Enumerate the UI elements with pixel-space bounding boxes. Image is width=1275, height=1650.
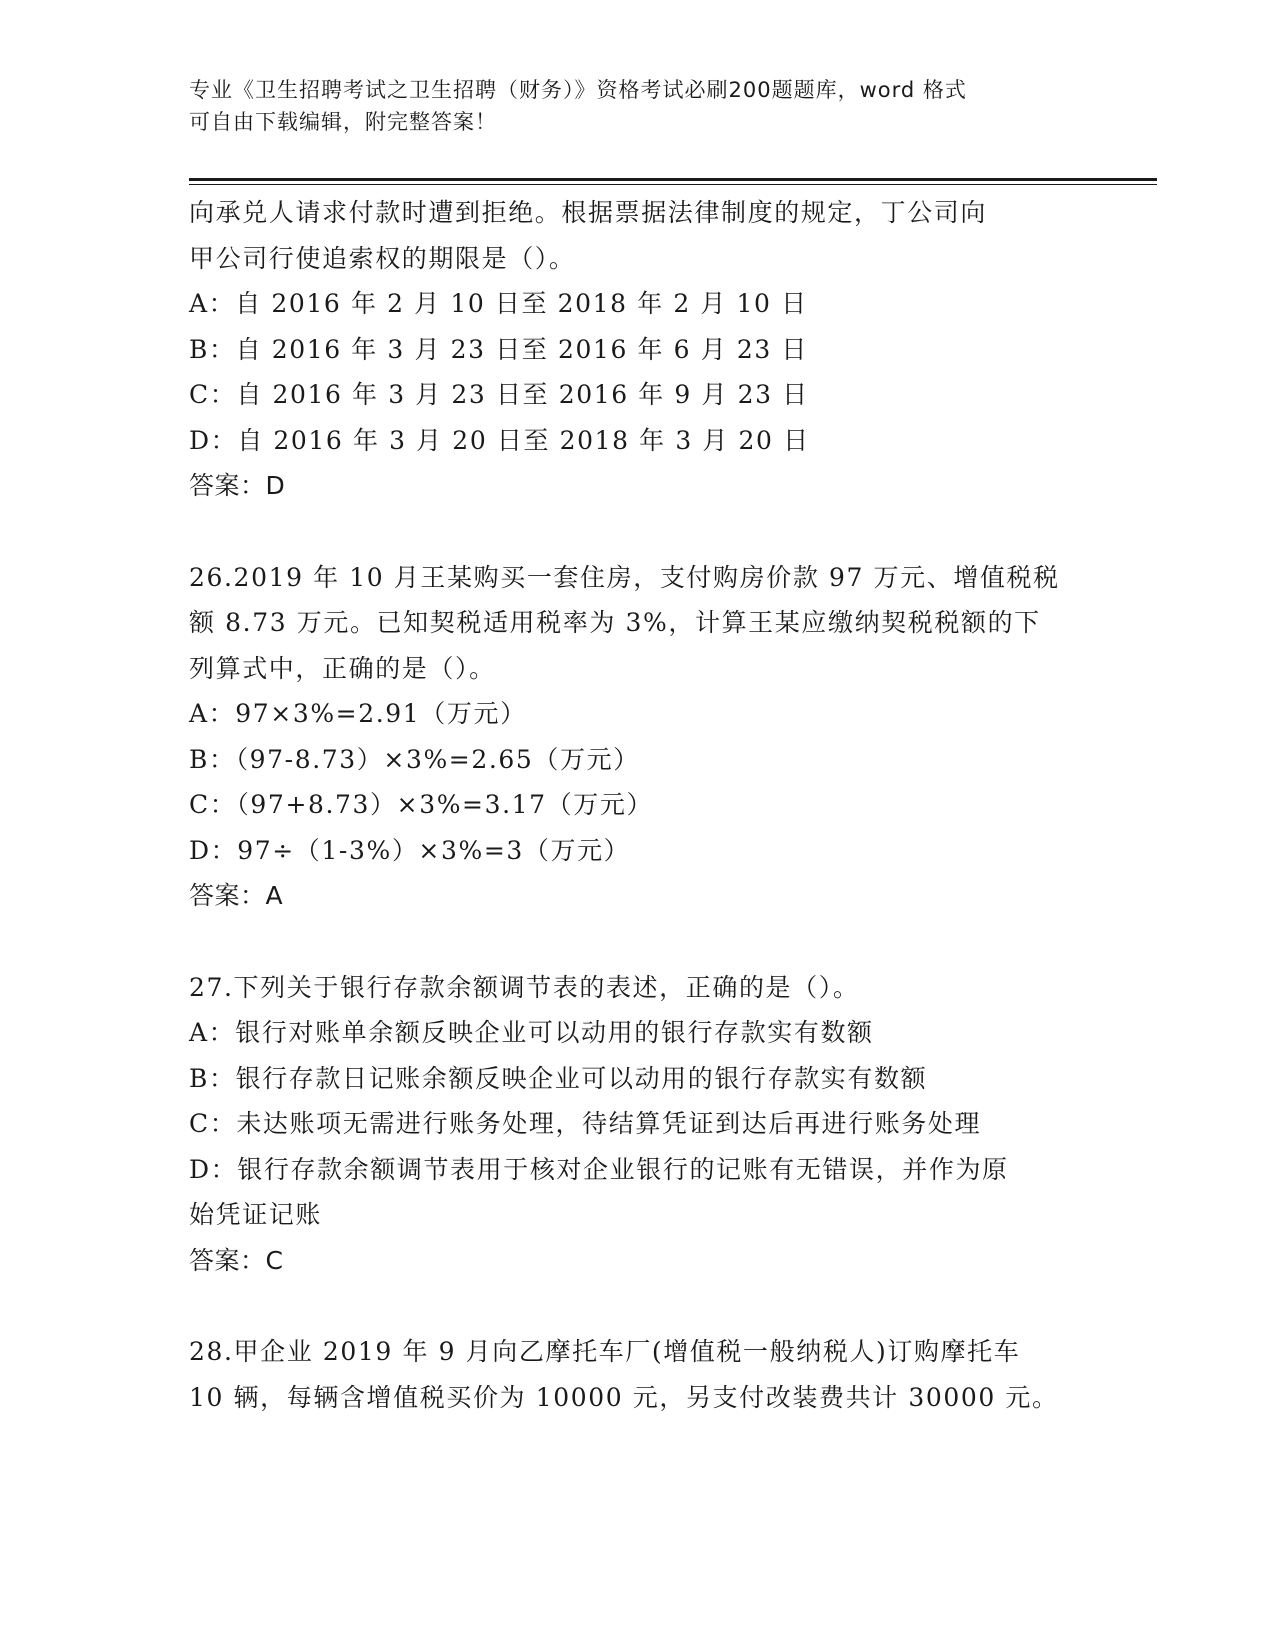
question-text: 额 8.73 万元。已知契税适用税率为 3%，计算王某应缴纳契税税额的下 — [189, 608, 1041, 637]
page-header — [189, 74, 1069, 138]
question-26 — [189, 555, 1089, 919]
question-text: 向承兑人请求付款时遭到拒绝。根据票据法律制度的规定，丁公司向 — [189, 198, 988, 227]
option-a: A：银行对账单余额反映企业可以动用的银行存款实有数额 — [189, 1018, 874, 1047]
question-text: 10 辆，每辆含增值税买价为 10000 元，另支付改装费共计 30000 元。 — [189, 1382, 1059, 1412]
answer-line: 答案：D — [189, 471, 286, 500]
option-c: C：自 2016 年 3 月 23 日至 2016 年 9 月 23 日 — [189, 380, 809, 409]
option-d: D：银行存款余额调节表用于核对企业银行的记账有无错误，并作为原 — [189, 1154, 1009, 1184]
option-d: D：97÷（1-3%）×3%=3（万元） — [189, 835, 631, 865]
spacer — [189, 1283, 1089, 1329]
question-text: 28.甲企业 2019 年 9 月向乙摩托车厂(增值税一般纳税人)订购摩托车 — [189, 1337, 1021, 1366]
header-line-1: 专业《卫生招聘考试之卫生招聘（财务）》资格考试必刷200题题库，word 格式 — [189, 78, 967, 102]
option-a: A：97×3%=2.91（万元） — [189, 699, 527, 728]
spacer — [189, 919, 1089, 965]
header-rule-thin — [189, 184, 1157, 185]
option-c: C：未达账项无需进行账务处理，待结算凭证到达后再进行账务处理 — [189, 1109, 982, 1138]
option-d: D：自 2016 年 3 月 20 日至 2018 年 3 月 20 日 — [189, 425, 810, 455]
question-28 — [189, 1329, 1089, 1420]
answer-line: 答案：A — [189, 881, 284, 910]
option-b: B：银行存款日记账余额反映企业可以动用的银行存款实有数额 — [189, 1063, 928, 1093]
option-c: C：（97+8.73）×3%=3.17（万元） — [189, 790, 654, 819]
question-text: 列算式中，正确的是（）。 — [189, 653, 496, 683]
header-line-2: 可自由下载编辑，附完整答案！ — [189, 110, 497, 134]
question-text: 甲公司行使追索权的期限是（）。 — [189, 243, 576, 273]
question-25 — [189, 190, 1089, 509]
option-b: B：自 2016 年 3 月 23 日至 2016 年 6 月 23 日 — [189, 334, 809, 364]
option-b: B：（97-8.73）×3%=2.65（万元） — [189, 744, 640, 774]
option-d-continued: 始凭证记账 — [189, 1200, 323, 1229]
question-text: 27.下列关于银行存款余额调节表的表述，正确的是（）。 — [189, 972, 860, 1002]
option-a: A：自 2016 年 2 月 10 日至 2018 年 2 月 10 日 — [189, 289, 808, 318]
question-text: 26.2019 年 10 月王某购买一套住房，支付购房价款 97 万元、增值税税 — [189, 562, 1060, 592]
question-27 — [189, 965, 1089, 1284]
answer-line: 答案：C — [189, 1245, 284, 1275]
document-body — [189, 190, 1089, 1420]
header-rule-thick — [189, 178, 1157, 181]
spacer — [189, 509, 1089, 555]
